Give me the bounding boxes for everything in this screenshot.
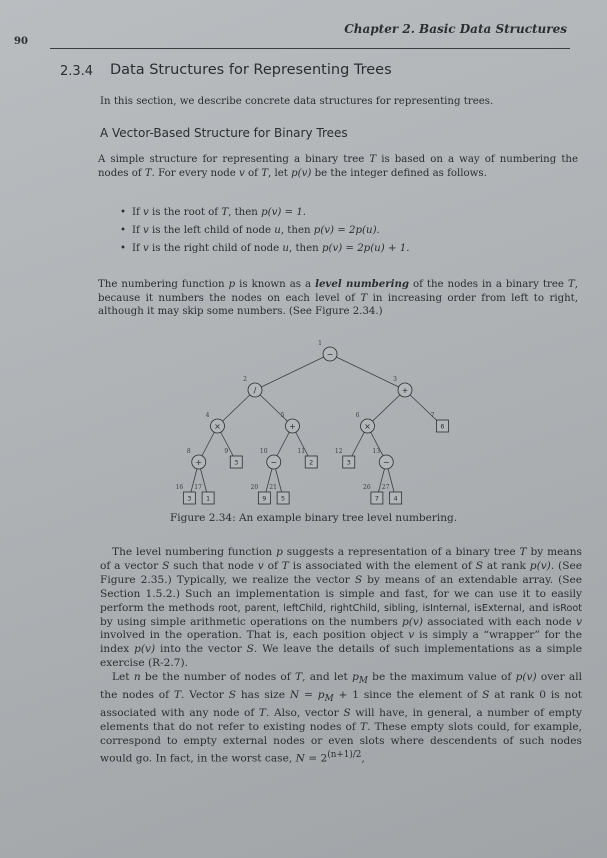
paragraph-numbering-intro: A simple structure for representing a binary tree T is based on a way of numbering the nodes of T. For every node v of T, let p(v) be the integer defined as follows. xyxy=(98,154,579,179)
header-rule xyxy=(50,48,570,49)
internal-node xyxy=(281,412,300,433)
level-number-label: 3 xyxy=(393,376,397,383)
level-number-label: 16 xyxy=(175,484,184,491)
internal-node xyxy=(393,376,412,397)
node-value: 6 xyxy=(440,422,445,431)
node-operator: + xyxy=(401,386,409,395)
internal-node xyxy=(318,340,337,361)
internal-node xyxy=(356,412,375,433)
tree-edge xyxy=(330,354,405,390)
tree-edge xyxy=(255,390,293,426)
level-number-label: 13 xyxy=(372,448,381,455)
level-number-label: 21 xyxy=(269,484,277,491)
level-number-label: 4 xyxy=(205,412,210,419)
list-item: • If v is the root of T, then p(v) = 1. xyxy=(120,204,409,222)
node-operator: + xyxy=(289,422,296,431)
level-number-label: 8 xyxy=(186,448,191,455)
node-value: 3 xyxy=(187,494,192,503)
node-value: 3 xyxy=(346,458,351,467)
binary-tree-figure xyxy=(175,340,480,503)
node-value: 4 xyxy=(393,494,398,503)
node-value: 3 xyxy=(234,458,239,467)
internal-node xyxy=(206,412,225,433)
level-number-label: 6 xyxy=(355,412,360,419)
node-operator: − xyxy=(326,350,334,359)
node-operator: × xyxy=(214,422,221,431)
section-number: 2.3.4 xyxy=(60,64,94,79)
external-node xyxy=(269,484,289,504)
node-operator: + xyxy=(195,458,203,467)
level-number-label: 1 xyxy=(318,340,322,347)
external-node xyxy=(297,448,317,468)
paragraph: Let n be the number of nodes of T, and let $p_M$ be the maximum value of p(v) over all the nodes of T. Vector S has size $N = p_M + 1$ since the element of S at rank 0 is not associated with any node of T. Also, vector S will have, in general, a number of empty elements that do not refer to existing nodes of T. These empty slots could, for example, correspond to empty external nodes or even slots where descendents of such nodes would go. In fact, in the worst case, $N = 2^{(n+1)/2}$, xyxy=(100,671,583,765)
section-title: Data Structures for Representing Trees xyxy=(110,62,392,78)
paragraph: The level numbering function p suggests a representation of a binary tree T by means of a vector S such that node v of T is associated with the element of S at rank p(v). (See Figure 2.35.) Typically, we realize the vector S by means of an extendable array. (See Section 1.5.2.) Such an implementation is simple and fast, for we can use it to easily perform the methods root, parent, leftChild, rightChild, sibling, isInternal, isExternal, and isRoot by using simple arithmetic operations on the numbers p(v) associated with each node v involved in the operation. That is, each position object v is simply a “wrapper” for the index p(v) into the vector S. We leave the details of such implementations as a simple exercise (R-2.7). xyxy=(100,546,582,670)
node-value: 5 xyxy=(281,494,286,503)
page-number: 90 xyxy=(14,36,28,47)
subsection-title: A Vector-Based Structure for Binary Trees xyxy=(100,126,348,140)
level-number-label: 5 xyxy=(280,412,285,419)
level-number-label: 10 xyxy=(259,448,268,455)
tree-edge xyxy=(255,354,330,390)
level-number-label: 20 xyxy=(250,484,259,491)
node-value: 9 xyxy=(262,494,267,503)
node-value: 7 xyxy=(374,494,379,503)
external-node xyxy=(431,412,449,432)
external-node xyxy=(194,484,214,504)
external-node xyxy=(335,448,355,468)
paragraph-level-numbering: The numbering function p is known as a level numbering of the nodes in a binary tree T, because it numbers the nodes on each level of T in increasing order from left to right, although it may skip some numbers. (See Figure 2.34.) xyxy=(98,278,578,317)
node-operator: − xyxy=(382,458,390,467)
section-intro: In this section, we describe concrete data structures for representing trees. xyxy=(100,96,494,107)
level-number-label: 17 xyxy=(194,484,202,491)
figure-caption: Figure 2.34: An example binary tree level numbering. xyxy=(170,512,458,524)
level-number-label: 12 xyxy=(334,448,343,455)
level-number-label: 26 xyxy=(363,484,371,491)
numbering-rules-list xyxy=(120,204,409,258)
level-number-label: 9 xyxy=(224,448,229,455)
level-number-label: 2 xyxy=(243,376,247,383)
external-node xyxy=(382,484,402,504)
tree-edge xyxy=(368,390,406,426)
internal-node xyxy=(243,376,262,397)
external-node xyxy=(224,448,242,468)
level-number-label: 7 xyxy=(430,412,435,419)
node-operator: × xyxy=(364,422,371,431)
list-item: • If v is the left child of node u, then p(v) = 2p(u). xyxy=(120,222,409,240)
tree-edge xyxy=(218,390,256,426)
node-operator: − xyxy=(270,458,278,467)
running-header: Chapter 2. Basic Data Structures xyxy=(344,22,567,36)
node-operator: / xyxy=(253,386,257,395)
level-number-label: 11 xyxy=(297,448,306,455)
internal-node xyxy=(187,448,206,469)
paragraph-vector-representation xyxy=(100,546,582,766)
internal-node xyxy=(260,448,281,469)
level-number-label: 27 xyxy=(381,484,390,491)
list-item: • If v is the right child of node u, then p(v) = 2p(u) + 1. xyxy=(120,240,409,258)
internal-node xyxy=(372,448,393,469)
node-value: 1 xyxy=(206,494,211,503)
node-value: 2 xyxy=(309,458,314,467)
